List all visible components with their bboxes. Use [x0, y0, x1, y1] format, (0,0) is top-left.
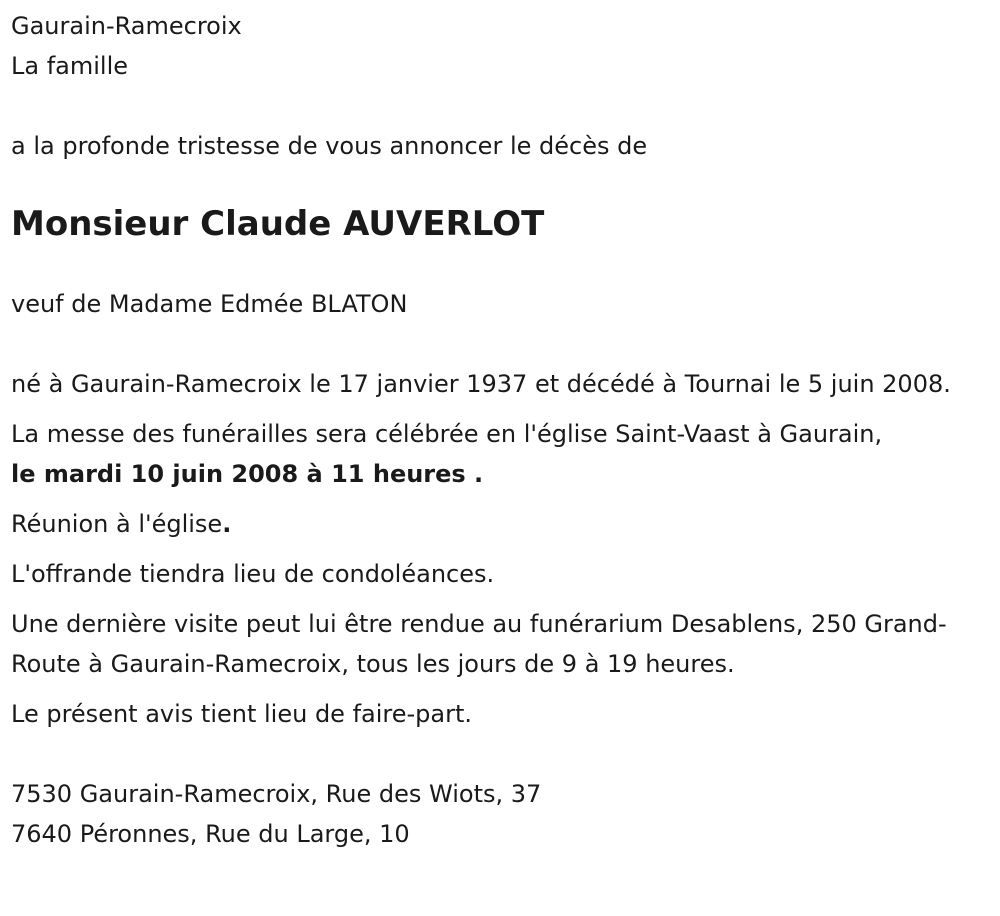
header-family: La famille [11, 52, 129, 80]
notice-line: Le présent avis tient lieu de faire-part. [11, 700, 473, 728]
birth-death-line: né à Gaurain-Ramecroix le 17 janvier 1937 et décédé à Tournai le 5 juin 2008. [11, 370, 951, 398]
address-1: 7530 Gaurain-Ramecroix, Rue des Wiots, 37 [11, 780, 542, 808]
announcement-text: a la profonde tristesse de vous annoncer le décès de [11, 132, 648, 160]
funeral-block [11, 414, 989, 494]
visit-line: Une dernière visite peut lui être rendue au funérarium Desablens, 250 Grand-Route à Gaurain-Ramecroix, tous les jours de 9 à 19 heures. [11, 610, 947, 678]
funeral-text: La messe des funérailles sera célébrée en l'église Saint-Vaast à Gaurain, [11, 420, 883, 448]
header-location: Gaurain-Ramecroix [11, 12, 242, 40]
funeral-datetime: le mardi 10 juin 2008 à 11 heures . [11, 460, 484, 488]
meeting-punct: . [222, 510, 232, 538]
meeting-text: Réunion à l'église [11, 510, 223, 538]
offering-line: L'offrande tiendra lieu de condoléances. [11, 560, 495, 588]
meeting-line [11, 504, 989, 544]
spouse-line: veuf de Madame Edmée BLATON [11, 290, 408, 318]
address-2: 7640 Péronnes, Rue du Large, 10 [11, 820, 410, 848]
deceased-name: Monsieur Claude AUVERLOT [11, 204, 545, 244]
